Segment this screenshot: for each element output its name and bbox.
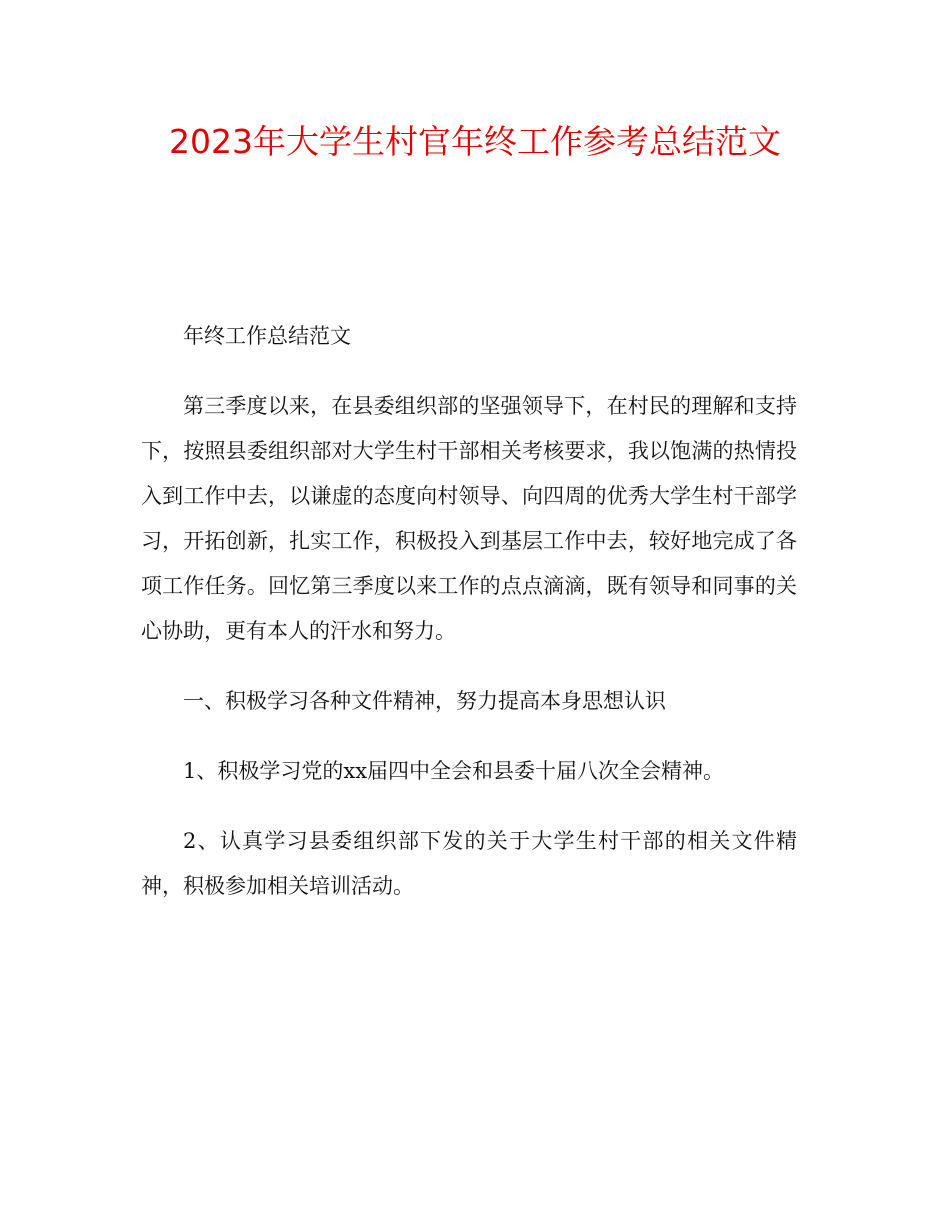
- document-title: 2023年大学生村官年终工作参考总结范文: [169, 122, 781, 161]
- section-one-heading: 一、积极学习各种文件精神，努力提高本身思想认识: [183, 689, 666, 713]
- list-item-1: 1、积极学习党的xx届四中全会和县委十届八次全会精神。: [183, 759, 725, 783]
- document-body: [141, 314, 797, 909]
- intro-paragraph: 第三季度以来，在县委组织部的坚强领导下，在村民的理解和支持下，按照县委组织部对大学生村干部相关考核要求，我以饱满的热情投入到工作中去，以谦虚的态度向村领导、向四周的优秀大学生村干部学习，开拓创新，扎实工作，积极投入到基层工作中去，较好地完成了各项工作任务。回忆第三季度以来工作的点点滴滴，既有领导和同事的关心协助，更有本人的汗水和努力。: [141, 394, 797, 643]
- list-item-2: 2、认真学习县委组织部下发的关于大学生村干部的相关文件精神，积极参加相关培训活动。: [141, 829, 797, 898]
- section-heading: 年终工作总结范文: [183, 324, 351, 348]
